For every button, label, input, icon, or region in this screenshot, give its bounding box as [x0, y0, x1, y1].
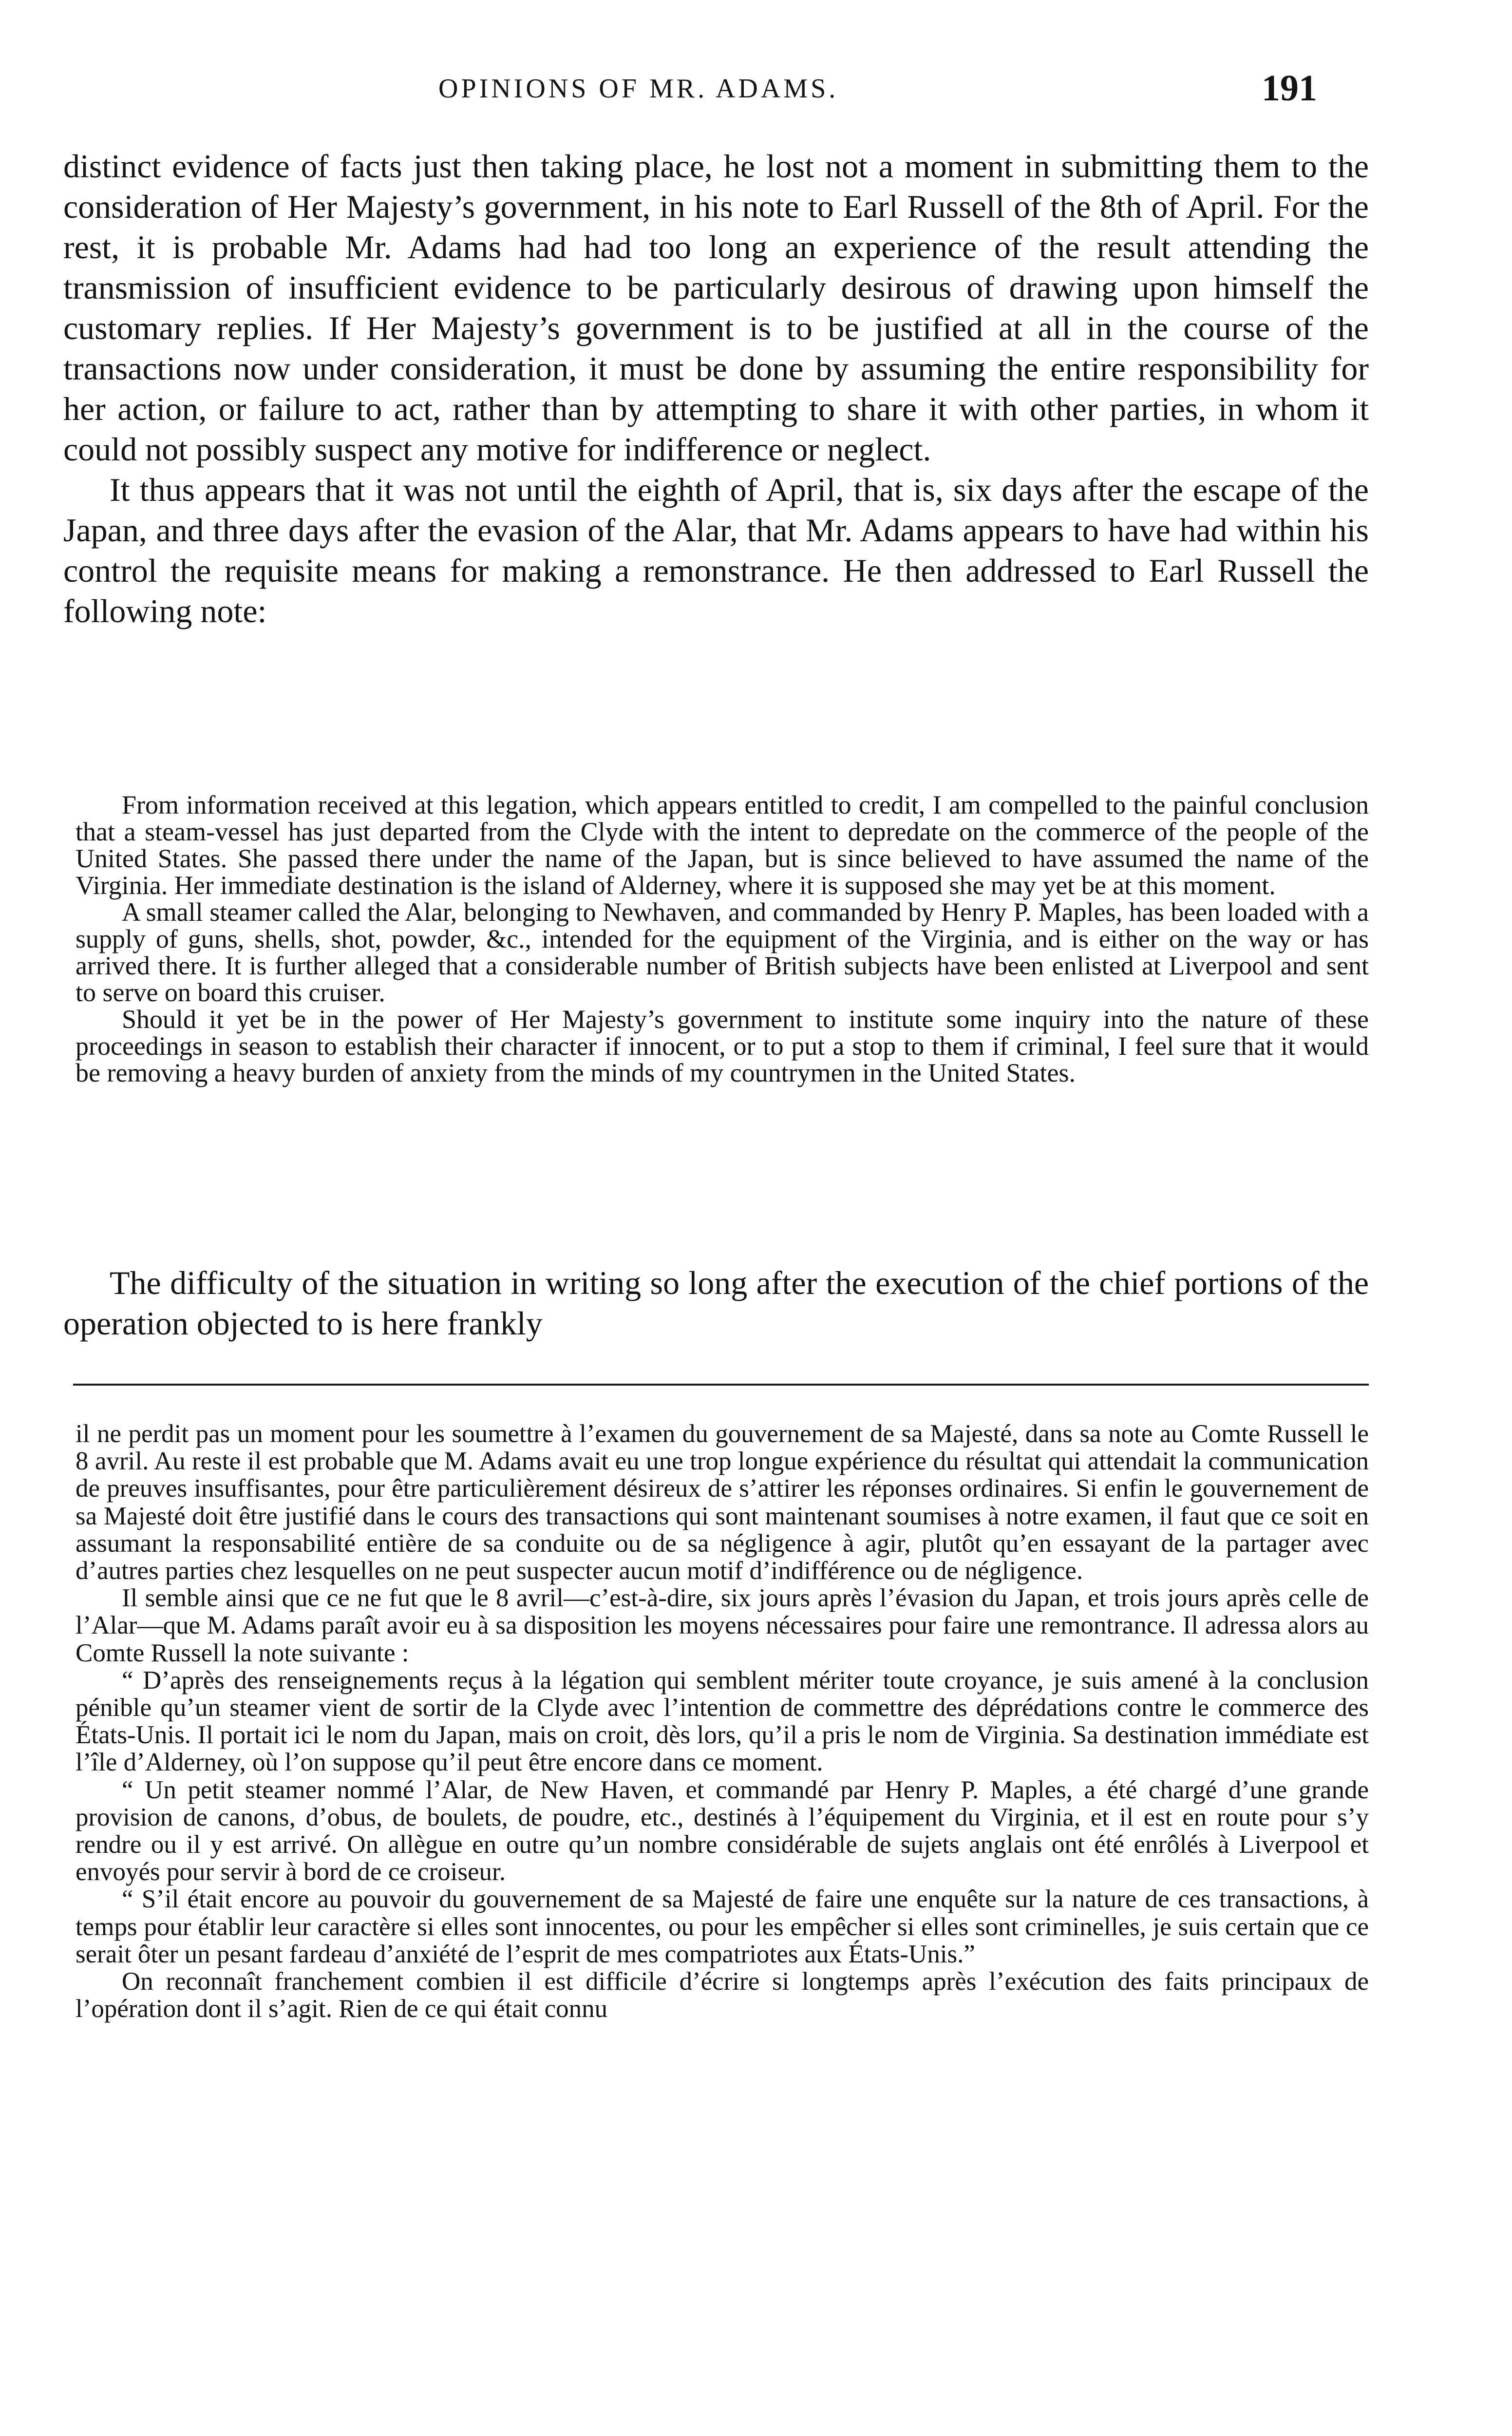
french-paragraph-5: “ S’il était encore au pouvoir du gouvernement de sa Majesté de faire une enquête sur la nature de ces transactions, à temps pour établir leur caractère si elles sont innocentes, ou pour les empêcher si elles sont criminelles, je suis certain que ce serait ôter un pesant fardeau d’anxiété de l’esprit de mes compatriotes aux États-Unis.”: [76, 1885, 1369, 1968]
english-text-block-2: [63, 1263, 1369, 1344]
quoted-note: [76, 792, 1369, 1086]
english-paragraph-3: The difficulty of the situation in writing so long after the execution of the chief portions of the operation objected to is here frankly: [63, 1264, 1369, 1342]
english-paragraph-2: It thus appears that it was not until the eighth of April, that is, six days after the escape of the Japan, and three days after the evasion of the Alar, that Mr. Adams appears to have had within his control the requisite means for making a remonstrance. He then addressed to Earl Russell the following note:: [63, 471, 1369, 629]
french-paragraph-1: il ne perdit pas un moment pour les soumettre à l’examen du gouvernement de sa Majesté, dans sa note au Comte Russell le 8 avril. Au reste il est probable que M. Adams avait eu une trop longue expérience du résultat qui attendait la communication de preuves insuffisantes, pour être particulièrement désireux de s’attirer les réponses ordinaires. Si enfin le gouvernement de sa Majesté doit être justifié dans le cours des transactions qui sont maintenant soumises à notre examen, il faut que ce soit en assumant la responsabilité entière de sa conduite ou de sa négligence à agir, plutôt qu’en essayant de la partager avec d’autres parties chez lesquelles on ne peut suspecter aucun motif d’indifférence ou de négligence.: [76, 1420, 1369, 1585]
french-paragraph-3: “ D’après des renseignements reçus à la légation qui semblent mériter toute croyance, je suis amené à la conclusion pénible qu’un steamer vient de sortir de la Clyde avec l’intention de commettre des déprédations contre le commerce des États-Unis. Il portait ici le nom du Japan, mais on croit, dès lors, qu’il a pris le nom de Virginia. Sa destination immédiate est l’île d’Alderney, où l’on suppose qu’il peut être encore dans ce moment.: [76, 1666, 1369, 1777]
english-paragraph-1: distinct evidence of facts just then taking place, he lost not a moment in submitting them to the consideration of Her Majesty’s government, in his note to Earl Russell of the 8th of April. For the rest, it is probable Mr. Adams had had too long an experience of the result attending the transmission of insufficient evidence to be particularly desirous of drawing upon himself the customary replies. If Her Majesty’s government is to be justified at all in the course of the transactions now under consideration, it must be done by assuming the entire responsibility for her action, or failure to act, rather than by attempting to share it with other parties, in whom it could not possibly suspect any motive for indifference or neglect.: [63, 148, 1369, 468]
quoted-note-paragraph-3: Should it yet be in the power of Her Majesty’s government to institute some inquiry into the nature of these proceedings in season to establish their character if innocent, or to put a stop to them if criminal, I feel sure that it would be removing a heavy burden of anxiety from the minds of my countrymen in the United States.: [76, 1005, 1369, 1087]
quoted-note-paragraph-2: A small steamer called the Alar, belonging to Newhaven, and commanded by Henry P. Maples, has been loaded with a supply of guns, shells, shot, powder, &c., intended for the equipment of the Virginia, and is either on the way or has arrived there. It is further alleged that a considerable number of British subjects have been enlisted at Liverpool and sent to serve on board this cruiser.: [76, 897, 1369, 1007]
english-text-block-1: [63, 146, 1369, 631]
footnote-divider: [73, 1384, 1369, 1386]
french-translation-footnote: [76, 1420, 1369, 2022]
quoted-note-paragraph-1: From information received at this legation, which appears entitled to credit, I am compelled to the painful conclusion that a steam-vessel has just departed from the Clyde with the intent to depredate on the commerce of the people of the United States. She passed there under the name of the Japan, but is since believed to have assumed the name of the Virginia. Her immediate destination is the island of Alderney, where it is supposed she may yet be at this moment.: [76, 790, 1369, 900]
page-number: 191: [1262, 68, 1317, 109]
running-header-title: OPINIONS OF MR. ADAMS.: [438, 74, 839, 104]
french-paragraph-4: “ Un petit steamer nommé l’Alar, de New Haven, et commandé par Henry P. Maples, a été chargé d’une grande provision de canons, d’obus, de boulets, de poudre, etc., destinés à l’équipement du Virginia, et il est en route pour s’y rendre ou il y est arrivé. On allègue en outre qu’un nombre considérable de sujets anglais ont été enrôlés à Liverpool et envoyés pour servir à bord de ce croiseur.: [76, 1775, 1369, 1886]
french-paragraph-6: On reconnaît franchement combien il est difficile d’écrire si longtemps après l’exécution des faits principaux de l’opération dont il s’agit. Rien de ce qui était connu: [76, 1967, 1369, 2023]
french-paragraph-2: Il semble ainsi que ce ne fut que le 8 avril—c’est-à-dire, six jours après l’évasion du Japan, et trois jours après celle de l’Alar—que M. Adams paraît avoir eu à sa disposition les moyens nécessaires pour faire une remontrance. Il adressa alors au Comte Russell la note suivante :: [76, 1584, 1369, 1667]
